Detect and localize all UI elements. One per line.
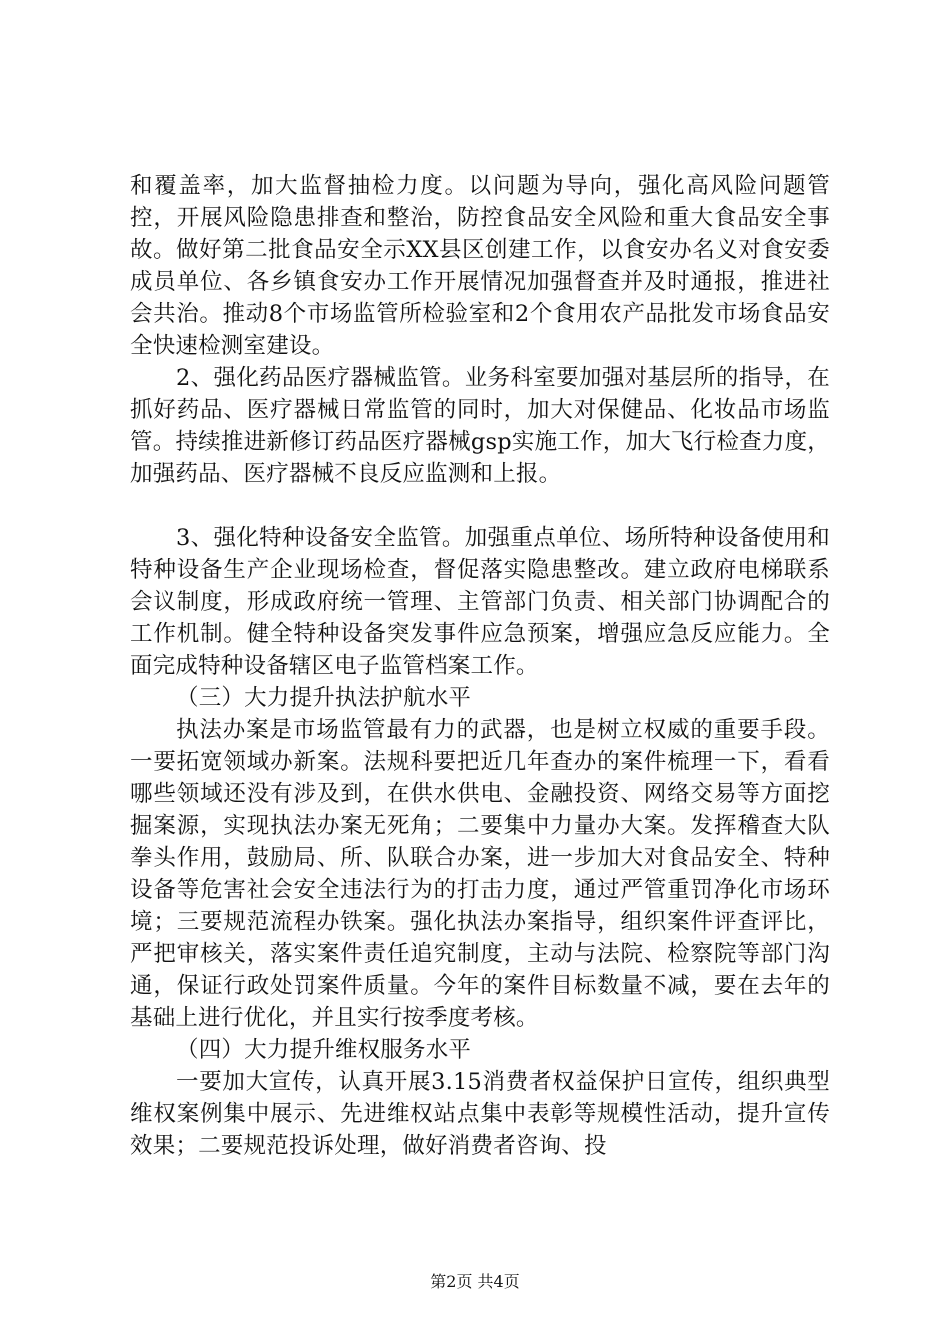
paragraph-special-equipment: 3、强化特种设备安全监管。加强重点单位、场所特种设备使用和特种设备生产企业现场检查，督促落实隐患整改。建立政府电梯联系会议制度，形成政府统一管理、主管部门负责、相关部门协调配合的工作机制。健全特种设备突发事件应急预案，增强应急反应能力。全面完成特种设备辖区电子监管档案工作。 [130, 525, 830, 679]
page-footer [0, 1272, 950, 1292]
paragraph-law-enforcement: 执法办案是市场监管最有力的武器，也是树立权威的重要手段。一要拓宽领域办新案。法规科要把近几年查办的案件梳理一下，看看哪些领域还没有涉及到，在供水供电、金融投资、网络交易等方面挖掘案源，实现执法办案无死角；二要集中力量办大案。发挥稽查大队拳头作用，鼓励局、所、队联合办案，进一步加大对食品安全、特种设备等危害社会安全违法行为的打击力度，通过严管重罚净化市场环境；三要规范流程办铁案。强化执法办案指导，组织案件评查评比，严把审核关，落实案件责任追究制度，主动与法院、检察院等部门沟通，保证行政处罚案件质量。今年的案件目标数量不减，要在去年的基础上进行优化，并且实行按季度考核。 [130, 717, 830, 1031]
paragraph-rights-protection: 一要加大宣传，认真开展3.15消费者权益保护日宣传，组织典型维权案例集中展示、先进维权站点集中表彰等规模性活动，提升宣传效果；二要规范投诉处理，做好消费者咨询、投 [130, 1069, 830, 1159]
paragraph-drug-device-supervision: 2、强化药品医疗器械监管。业务科室要加强对基层所的指导，在抓好药品、医疗器械日常监管的同时，加大对保健品、化妆品市场监管。持续推进新修订药品医疗器械gsp实施工作，加大飞行检查力度，加强药品、医疗器械不良反应监测和上报。 [130, 365, 830, 487]
page-number: 第2页 共4页 [430, 1272, 520, 1291]
paragraph-food-safety-continued: 和覆盖率，加大监督抽检力度。以问题为导向，强化高风险问题管控，开展风险隐患排查和整治，防控食品安全风险和重大食品安全事故。做好第二批食品安全示XX县区创建工作，以食安办名义对食安委成员单位、各乡镇食安办工作开展情况加强督查并及时通报，推进社会共治。推动8个市场监管所检验室和2个食用农产品批发市场食品安全快速检测室建设。 [130, 173, 830, 359]
section-heading-law-enforcement: （三）大力提升执法护航水平 [176, 685, 472, 711]
paragraph-spacer [130, 490, 830, 522]
document-body [130, 170, 830, 1162]
section-heading-rights-protection: （四）大力提升维权服务水平 [176, 1037, 472, 1063]
